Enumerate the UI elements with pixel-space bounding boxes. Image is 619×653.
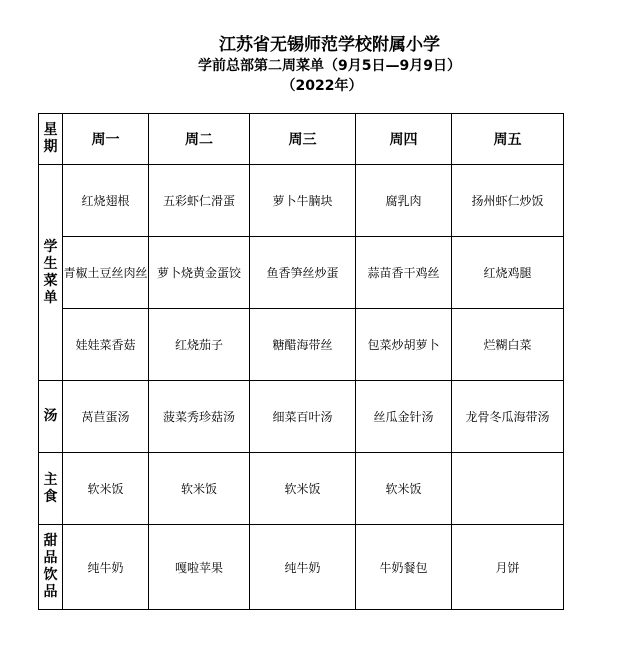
weekly-menu-table [38, 113, 564, 610]
dish-cell: 萝卜烧黄金蛋饺 [149, 237, 250, 309]
student-menu-label: 学生菜单 [39, 165, 63, 381]
dish-cell: 包菜炒胡萝卜 [356, 309, 452, 381]
day-header-thursday: 周四 [356, 114, 452, 165]
staple-cell: 软米饭 [63, 453, 149, 525]
table-row [39, 381, 564, 453]
soup-label: 汤 [39, 381, 63, 453]
soup-cell: 菠菜秀珍菇汤 [149, 381, 250, 453]
dessert-cell: 牛奶餐包 [356, 525, 452, 610]
table-row [39, 453, 564, 525]
soup-cell: 龙骨冬瓜海带汤 [452, 381, 564, 453]
day-header-monday: 周一 [63, 114, 149, 165]
menu-year: （2022年） [281, 78, 363, 94]
table-header-row [39, 114, 564, 165]
staple-cell: 软米饭 [250, 453, 356, 525]
staple-cell: 软米饭 [356, 453, 452, 525]
school-title: 江苏省无锡师范学校附属小学 [219, 35, 440, 55]
dessert-cell: 纯牛奶 [250, 525, 356, 610]
dish-cell: 红烧翅根 [63, 165, 149, 237]
staple-cell: 软米饭 [149, 453, 250, 525]
dessert-label: 甜品饮品 [39, 525, 63, 610]
dish-cell: 腐乳肉 [356, 165, 452, 237]
staple-label: 主食 [39, 453, 63, 525]
dish-cell: 青椒土豆丝肉丝 [63, 237, 149, 309]
day-header-wednesday: 周三 [250, 114, 356, 165]
staple-cell [452, 453, 564, 525]
dish-cell: 鱼香笋丝炒蛋 [250, 237, 356, 309]
dish-cell: 蒜苗香干鸡丝 [356, 237, 452, 309]
dessert-cell: 纯牛奶 [63, 525, 149, 610]
dish-cell: 娃娃菜香菇 [63, 309, 149, 381]
menu-subtitle: 学前总部第二周菜单（9月5日—9月9日） [198, 58, 461, 74]
day-header-tuesday: 周二 [149, 114, 250, 165]
dish-cell: 红烧鸡腿 [452, 237, 564, 309]
day-header-friday: 周五 [452, 114, 564, 165]
table-row [39, 525, 564, 610]
dish-cell: 萝卜牛腩块 [250, 165, 356, 237]
table-row [39, 165, 564, 237]
table-row [39, 237, 564, 309]
soup-cell: 细菜百叶汤 [250, 381, 356, 453]
dessert-cell: 嘎啦苹果 [149, 525, 250, 610]
dish-cell: 五彩虾仁滑蛋 [149, 165, 250, 237]
soup-cell: 莴苣蛋汤 [63, 381, 149, 453]
dish-cell: 糖醋海带丝 [250, 309, 356, 381]
menu-header [0, 34, 619, 96]
dish-cell: 红烧茄子 [149, 309, 250, 381]
dish-cell: 烂糊白菜 [452, 309, 564, 381]
dish-cell: 扬州虾仁炒饭 [452, 165, 564, 237]
table-row [39, 309, 564, 381]
weekday-corner-label: 星期 [39, 114, 63, 165]
soup-cell: 丝瓜金针汤 [356, 381, 452, 453]
dessert-cell: 月饼 [452, 525, 564, 610]
